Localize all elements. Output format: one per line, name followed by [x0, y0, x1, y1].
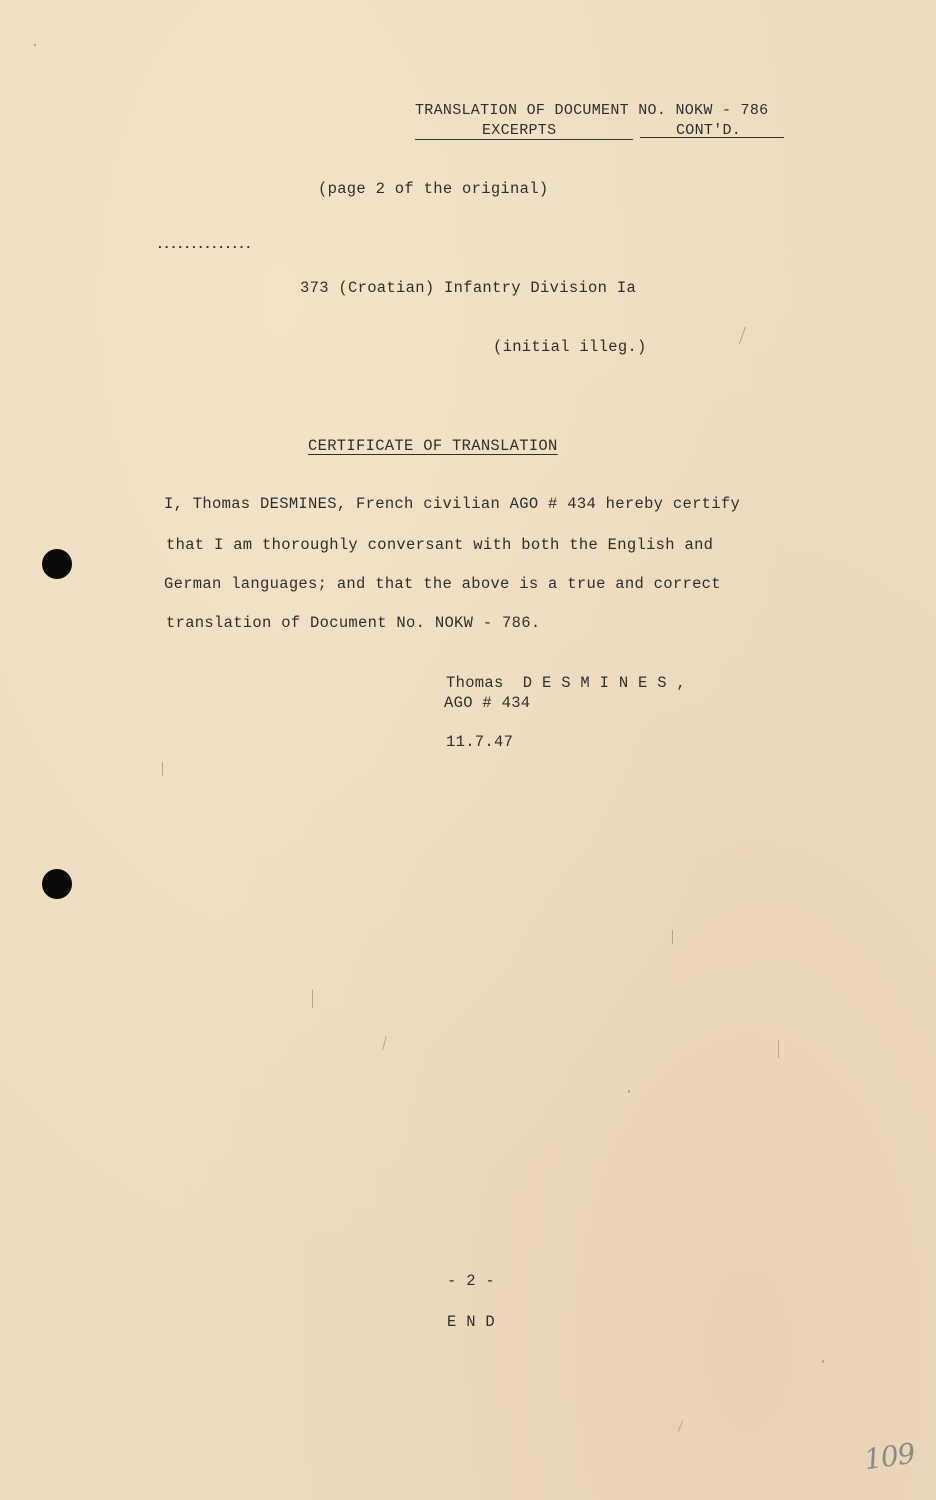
document-header-excerpts: EXCERPTS [482, 122, 557, 139]
certificate-line-2: that I am thoroughly conversant with both the English and [166, 536, 714, 554]
end-marker: E N D [447, 1313, 496, 1331]
document-header-title: TRANSLATION OF DOCUMENT NO. NOKW - 786 [415, 102, 769, 119]
certificate-line-3: German languages; and that the above is a true and correct [164, 575, 721, 593]
paper-mark [34, 44, 36, 46]
header-underline-right [640, 137, 784, 138]
certificate-line-4: translation of Document No. NOKW - 786. [166, 614, 541, 632]
initial-note: (initial illeg.) [493, 338, 647, 356]
header-underline-left [415, 139, 633, 140]
punch-hole-bottom [42, 869, 72, 899]
page-number: - 2 - [447, 1272, 496, 1290]
signature-ago: AGO # 434 [444, 694, 531, 712]
certificate-line-1: I, Thomas DESMINES, French civilian AGO # 434 hereby certify [164, 495, 741, 513]
page-note: (page 2 of the original) [318, 180, 549, 198]
punch-hole-top [42, 549, 72, 579]
paper-mark [382, 1036, 387, 1050]
paper-mark [739, 326, 746, 343]
paper-mark [162, 762, 163, 776]
unit-line: 373 (Croatian) Infantry Division Ia [300, 279, 637, 297]
signature-date: 11.7.47 [446, 733, 514, 751]
certificate-title: CERTIFICATE OF TRANSLATION [308, 437, 558, 455]
document-header-contd: CONT'D. [676, 122, 742, 139]
paper-mark [628, 1090, 630, 1093]
signature-name: Thomas D E S M I N E S , [446, 674, 687, 692]
paper-mark [822, 1360, 824, 1363]
handwritten-page-number: 109 [861, 1436, 917, 1477]
paper-mark [678, 1420, 683, 1432]
paper-mark [312, 990, 313, 1008]
omission-dots: .............. [156, 237, 252, 252]
paper-mark [778, 1040, 779, 1058]
paper-mark [672, 930, 673, 944]
